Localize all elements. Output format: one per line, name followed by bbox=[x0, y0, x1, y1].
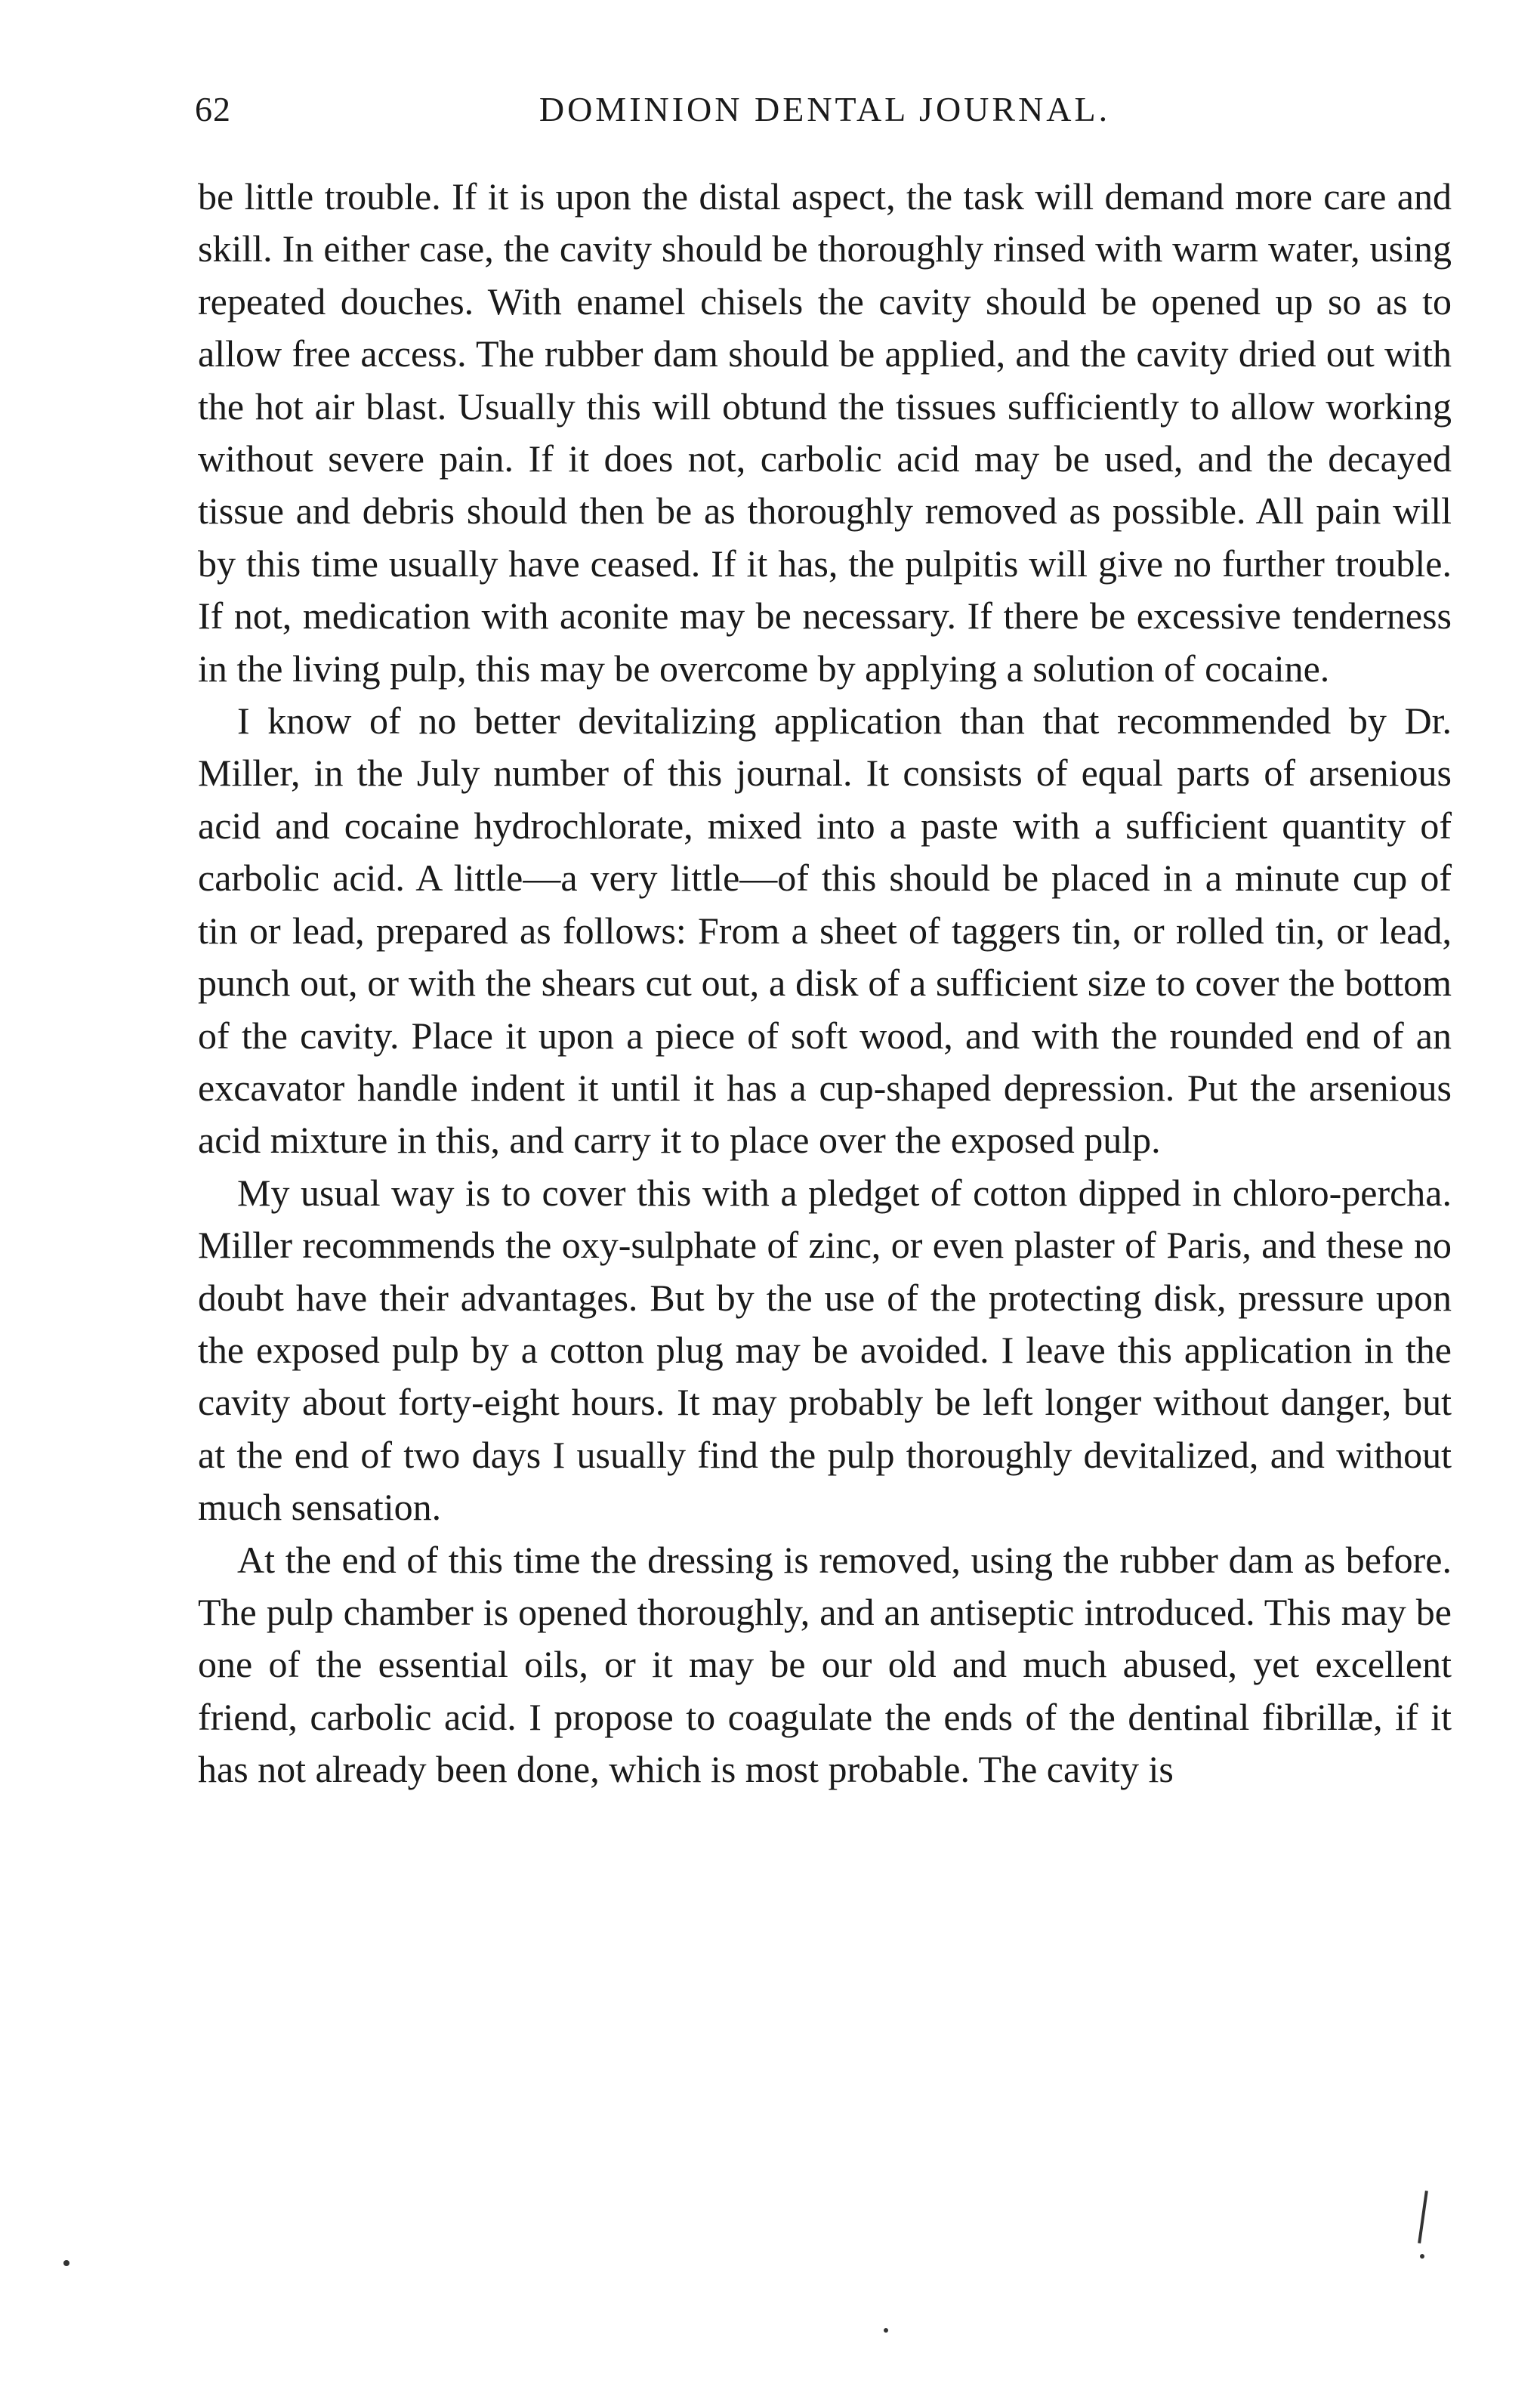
page-number: 62 bbox=[195, 90, 231, 128]
paragraph-dressing-removed: At the end of this time the dressing is removed, using the rubber dam as before. The pulp chamber is opened thoroughly, and an antiseptic introduced. This may be one of the essential oils, or it may be our old and much abused, yet excellent friend, carbolic acid. I propose to coagulate the ends of the dentinal fibrillæ, if it has not already been done, which is most probable. The cavity is bbox=[198, 1538, 1452, 1791]
page-header bbox=[195, 89, 1452, 134]
paragraph-devitalizing-application: I know of no better devitalizing application than that recommended by Dr. Miller, in the July number of this journal. It consists of equal parts of arsenious acid and cocaine hydrochlorate, mixed into a paste with a sufficient quantity of carbolic acid. A little—a very little—of this should be placed in a minute cup of tin or lead, prepared as follows: From a sheet of taggers tin, or rolled tin, or lead, punch out, or with the shears cut out, a disk of a sufficient size to cover the bottom of the cavity. Place it upon a piece of soft wood, and with the rounded end of an excavator handle indent it until it has a cup-shaped depression. Put the arsenious acid mixture in this, and carry it to place over the exposed pulp. bbox=[198, 699, 1452, 1162]
paragraph-continued: be little trouble. If it is upon the distal aspect, the task will demand more care and skill. In either case, the cavity should be thoroughly rinsed with warm water, using repeated douches. With enamel chisels the cavity should be opened up so as to allow free access. The rubber dam should be applied, and the cavity dried out with the hot air blast. Usually this will obtund the tissues sufficiently to allow working without severe pain. If it does not, carbolic acid may be used, and the decayed tissue and debris should then be as thoroughly removed as possible. All pain will by this time usually have ceased. If it has, the pulpitis will give no further trouble. If not, medication with aconite may be necessary. If there be excessive tenderness in the living pulp, this may be overcome by applying a solution of cocaine. bbox=[198, 175, 1452, 690]
print-speck bbox=[884, 2328, 888, 2333]
running-head: DOMINION DENTAL JOURNAL. bbox=[539, 90, 1111, 128]
print-speck bbox=[63, 2260, 69, 2266]
print-speck bbox=[1420, 2254, 1424, 2259]
body-text bbox=[198, 171, 1452, 1796]
print-mark bbox=[1418, 2191, 1428, 2243]
paragraph-usual-way: My usual way is to cover this with a pledget of cotton dipped in chloro-percha. Miller recommends the oxy-sulphate of zinc, or even plaster of Paris, and these no doubt have their advantages. But by the use of the protecting disk, pressure upon the exposed pulp by a cotton plug may be avoided. I leave this application in the cavity about forty-eight hours. It may probably be left longer without danger, but at the end of two days I usually find the pulp thoroughly devitalized, and without much sensation. bbox=[198, 1171, 1452, 1529]
